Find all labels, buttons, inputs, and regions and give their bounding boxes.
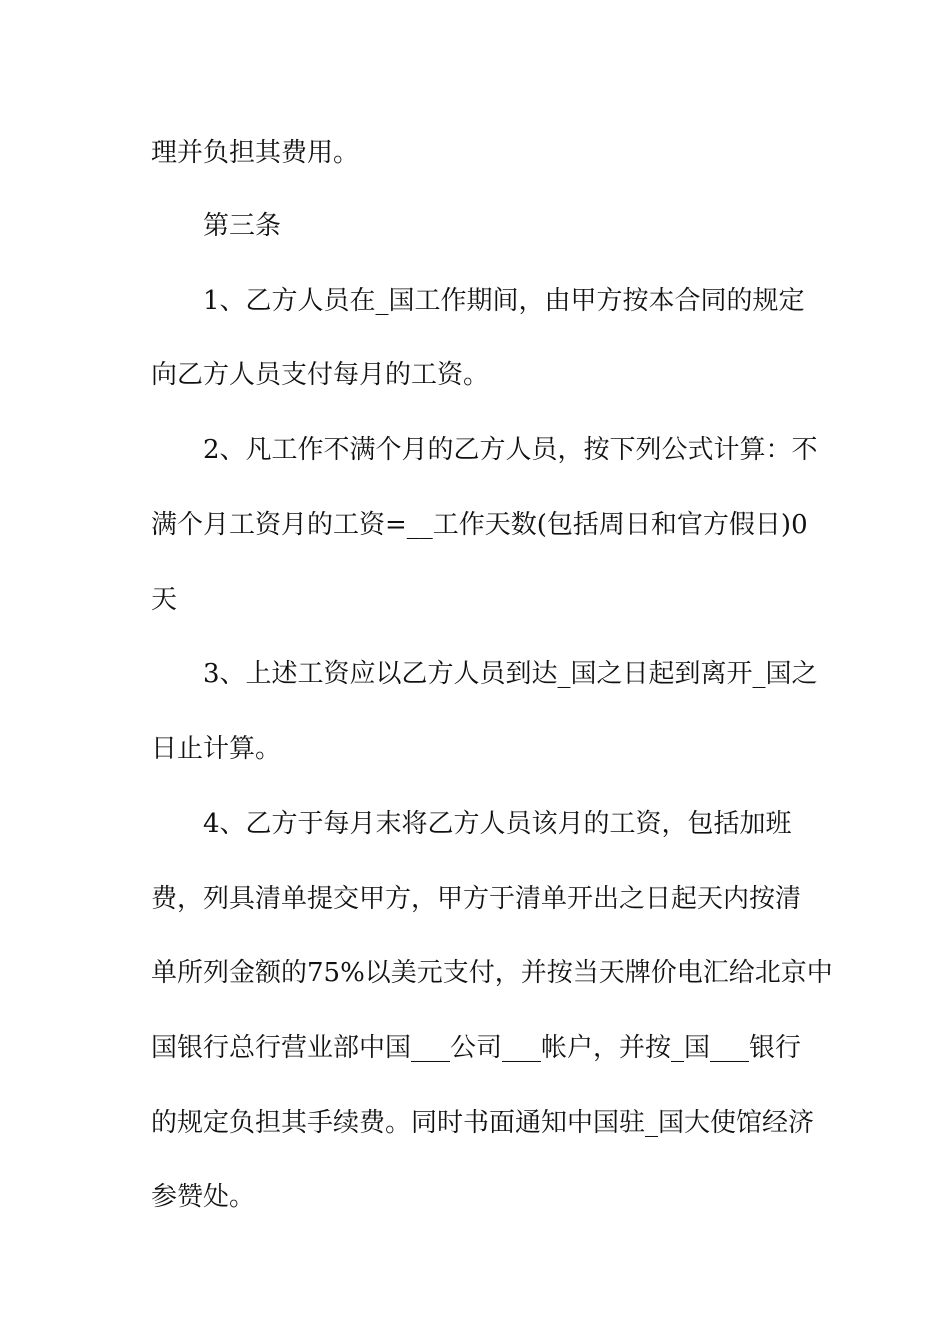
paragraph-line: 满个月工资月的工资=__工作天数(包括周日和官方假日)0 bbox=[151, 510, 808, 540]
paragraph-line: 单所列金额的75%以美元支付，并按当天牌价电汇给北京中 bbox=[151, 958, 833, 988]
paragraph-line: 3、上述工资应以乙方人员到达_国之日起到离开_国之 bbox=[203, 659, 818, 689]
paragraph-line: 日止计算。 bbox=[151, 734, 282, 764]
paragraph-line: 4、乙方于每月末将乙方人员该月的工资，包括加班 bbox=[203, 809, 792, 839]
paragraph-line: 的规定负担其手续费。同时书面通知中国驻_国大使馆经济 bbox=[151, 1108, 815, 1138]
paragraph-line: 天 bbox=[151, 585, 178, 615]
paragraph-line: 理并负担其费用。 bbox=[151, 138, 360, 168]
paragraph-line: 费，列具清单提交甲方，甲方于清单开出之日起天内按清 bbox=[151, 884, 802, 914]
paragraph-line: 参赞处。 bbox=[151, 1182, 256, 1212]
paragraph-line: 向乙方人员支付每月的工资。 bbox=[151, 360, 490, 390]
paragraph-line: 2、凡工作不满个月的乙方人员，按下列公式计算：不 bbox=[203, 435, 818, 465]
article-heading: 第三条 bbox=[203, 211, 282, 241]
paragraph-line: 1、乙方人员在_国工作期间，由甲方按本合同的规定 bbox=[203, 286, 805, 316]
paragraph-line: 国银行总行营业部中国___公司___帐户，并按_国___银行 bbox=[151, 1033, 802, 1063]
